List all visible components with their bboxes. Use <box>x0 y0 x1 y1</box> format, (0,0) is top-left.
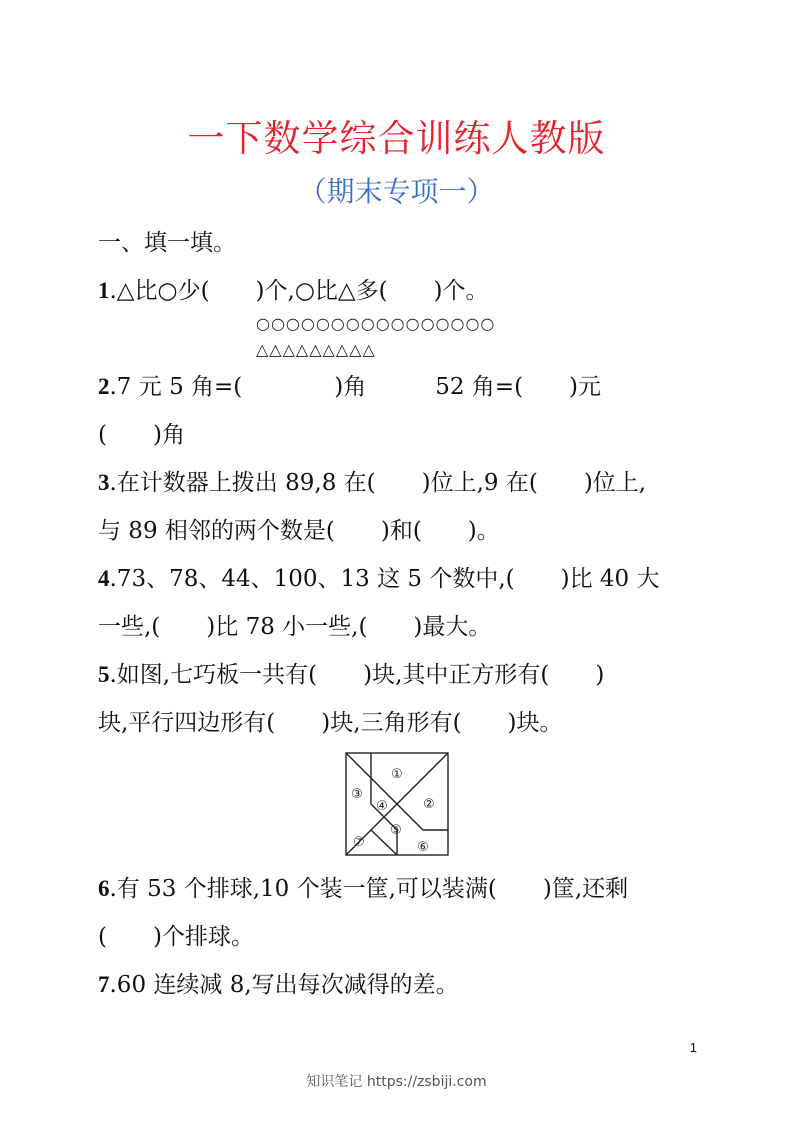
piece-label-3: ③ <box>351 787 363 802</box>
question-number: 7 <box>98 972 110 997</box>
question-4-continued: 一些,( )比 78 小一些,( )最大。 <box>98 614 492 640</box>
piece-label-1: ① <box>391 767 403 782</box>
footer-watermark: 知识笔记 https://zsbiji.com <box>306 1074 487 1090</box>
circle-row: ○○○○○○○○○○○○○○○○ <box>256 314 496 333</box>
piece-label-7: ⑦ <box>353 835 365 850</box>
question-number: 3 <box>98 470 110 495</box>
page-title: 一下数学综合训练人教版 <box>187 117 606 160</box>
question-number: 5 <box>98 662 110 687</box>
question-6 <box>98 874 628 904</box>
page-number: 1 <box>689 1040 697 1055</box>
question-number: 2 <box>98 374 110 399</box>
question-7 <box>98 970 459 1000</box>
page-subtitle: （期末专项一） <box>298 175 495 208</box>
piece-label-6: ⑥ <box>417 840 429 855</box>
question-3 <box>98 468 646 498</box>
tangram-figure <box>345 752 449 856</box>
question-text: .60 连续减 8,写出每次减得的差。 <box>109 972 459 998</box>
question-5-continued: 块,平行四边形有( )块,三角形有( )块。 <box>98 710 563 736</box>
question-1 <box>98 276 489 306</box>
question-5 <box>98 660 604 690</box>
piece-label-5: ⑤ <box>390 823 402 838</box>
question-2-continued: ( )角 <box>98 422 185 448</box>
question-text: .如图,七巧板一共有( )块,其中正方形有( ) <box>109 662 605 688</box>
question-text: .△比○少( )个,○比△多( )个。 <box>109 278 489 304</box>
question-number: 1 <box>98 278 110 303</box>
question-text: .7 元 5 角=( )角 52 角=( )元 <box>109 374 602 400</box>
question-text: .在计数器上拨出 89,8 在( )位上,9 在( )位上, <box>109 470 647 496</box>
question-number: 4 <box>98 566 110 591</box>
section-heading: 一、填一填。 <box>98 230 236 256</box>
question-3-continued: 与 89 相邻的两个数是( )和( )。 <box>98 518 500 544</box>
question-number: 6 <box>98 876 110 901</box>
question-4 <box>98 564 660 594</box>
question-text: .有 53 个排球,10 个装一筐,可以装满( )筐,还剩 <box>109 876 629 902</box>
triangle-row: △△△△△△△△△ <box>256 340 376 359</box>
question-6-continued: ( )个排球。 <box>98 924 254 950</box>
question-text: .73、78、44、100、13 这 5 个数中,( )比 40 大 <box>109 566 660 592</box>
piece-label-2: ② <box>423 797 435 812</box>
question-2 <box>98 372 601 402</box>
piece-label-4: ④ <box>376 799 388 814</box>
